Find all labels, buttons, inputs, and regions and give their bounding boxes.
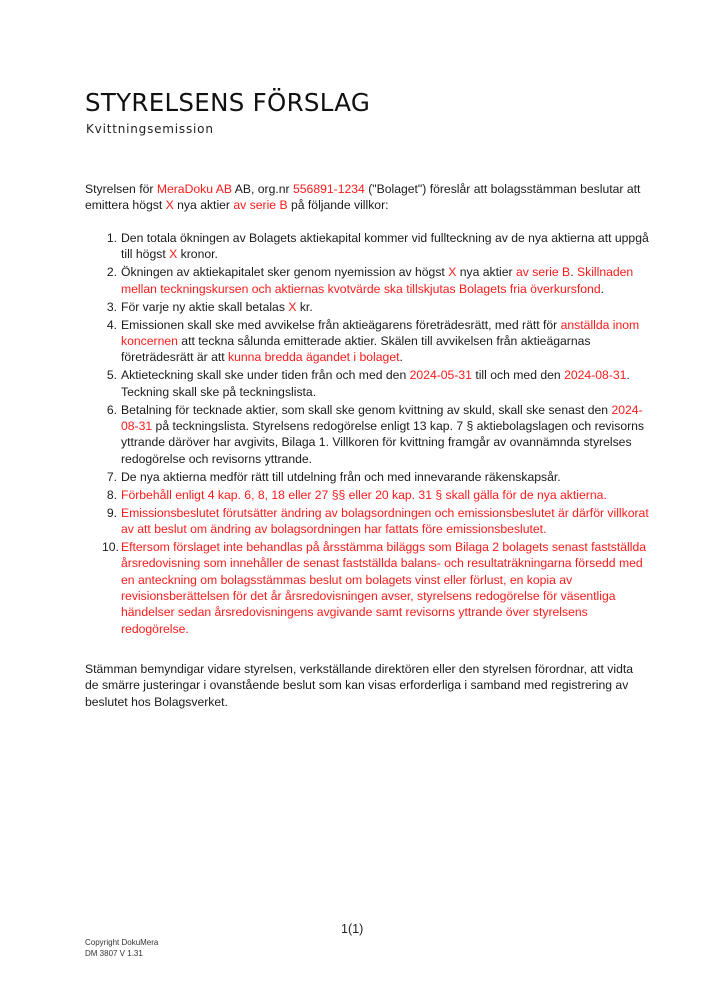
footer-doc-id: DM 3807 V 1.31 [85, 949, 143, 958]
highlighted-field: anställda inom koncernen [121, 317, 640, 348]
term-text [121, 403, 644, 466]
term-item [85, 487, 650, 503]
footer [85, 937, 158, 959]
text-run: . [600, 281, 604, 296]
text-run: . Teckning skall ske på teckningslista. [121, 368, 630, 399]
term-text [121, 540, 646, 636]
term-text [121, 470, 561, 484]
text-run: till och med den [471, 368, 565, 383]
term-number: 3. [106, 299, 117, 314]
term-item [85, 230, 650, 263]
closing-paragraph: Stämman bemyndigar vidare styrelsen, verkställande direktören eller den styrelsen förordnar, att vidta de smärre justeringar i ovanstående beslut som kan visas erforderliga i samband med registrering av beslutet hos Bolagsverket. [85, 662, 634, 709]
text-run: på teckningslista. Styrelsens redogörelse enligt 13 kap. 7 § aktiebolagslagen och revisorns yttrande däröver har avgivits, Bilaga 1. Villkoren för kvittning framgår av ovannämnda styrelses redogörelse och revisorns yttrande. [121, 418, 645, 466]
term-number: 8. [106, 487, 117, 502]
term-number: 5. [106, 368, 117, 383]
page-number: 1(1) [341, 922, 364, 936]
highlighted-field: 2024-05-31 [409, 368, 472, 383]
highlighted-field: X [165, 198, 174, 213]
term-text [121, 300, 313, 314]
text-run: . [570, 265, 577, 280]
term-text [121, 265, 633, 295]
term-item [85, 317, 650, 366]
term-item [85, 505, 650, 538]
text-run: För varje ny aktie skall betalas [121, 299, 289, 314]
text-run: De nya aktierna medför rätt till utdelning från och med innevarande räkenskapsår. [121, 469, 561, 484]
highlighted-field: Skillnaden mellan teckningskursen och aktiernas kvotvärde ska tillskjutas Bolagets fria överkursfond [121, 265, 634, 296]
term-text [121, 231, 649, 261]
text-run: på följande villkor: [287, 198, 389, 213]
document-subtitle: Kvittningsemission [86, 122, 214, 136]
highlighted-field: av serie B [515, 265, 571, 280]
term-item [85, 469, 650, 485]
text-run: Styrelsen för [85, 182, 157, 196]
term-text [121, 506, 649, 536]
term-number: 6. [106, 402, 117, 417]
text-run: . [399, 350, 403, 365]
term-number: 10. [102, 539, 119, 554]
text-run: Emissionen skall ske med avvikelse från aktieägarens företrädesrätt, med rätt för [121, 317, 561, 332]
term-number: 7. [106, 469, 117, 484]
term-item [85, 299, 650, 315]
text-run: Den totala ökningen av Bolagets aktiekapital kommer vid fullteckning av de nya aktierna att uppgå till högst [121, 231, 649, 262]
text-run: AB, org.nr [232, 182, 293, 196]
term-number: 4. [106, 317, 117, 332]
footer-copyright: Copyright DokuMera [85, 938, 159, 947]
text-run: Ökningen av aktiekapitalet sker genom nyemission av högst [121, 265, 449, 280]
highlighted-field: X [448, 265, 457, 280]
document-title: STYRELSENS FÖRSLAG [85, 88, 371, 117]
terms-list [85, 230, 650, 639]
term-text [121, 318, 639, 365]
text-run: att teckna sålunda emitterade aktier. Skälen till avvikelsen från aktieägarnas företrädesrätt är att [121, 333, 591, 365]
term-text [121, 488, 607, 502]
intro-paragraph [85, 181, 645, 214]
term-item [85, 539, 650, 637]
highlighted-field: X [169, 247, 178, 262]
highlighted-field: Förbehåll enligt 4 kap. 6, 8, 18 eller 27 §§ eller 20 kap. 31 § skall gälla för de nya aktierna. [121, 487, 607, 502]
term-text [121, 368, 630, 398]
highlighted-field: av serie B [233, 198, 288, 213]
term-number: 9. [106, 505, 117, 520]
text-run: Betalning för tecknade aktier, som skall ske genom kvittning av skuld, skall ske senast den [121, 402, 612, 417]
text-run: kr. [296, 299, 313, 314]
term-item [85, 402, 650, 468]
text-run: Aktieteckning skall ske under tiden från och med den [121, 368, 410, 383]
text-run: nya aktier [173, 198, 234, 213]
highlighted-field: 2024-08-31 [121, 402, 643, 433]
highlighted-field: Emissionsbeslutet förutsätter ändring av bolagsordningen och emissionsbeslutet är därför villkorat av att beslut om ändring av bolagsordningen har fattats före emissionsbeslutet. [121, 505, 649, 536]
highlighted-field: kunna bredda ägandet i bolaget [228, 350, 400, 365]
term-item [85, 264, 650, 297]
text-run: nya aktier [456, 265, 516, 280]
text-run: ("Bolaget") föreslår att bolagsstämman beslutar att emittera högst [85, 182, 641, 213]
highlighted-field: MeraDoku AB [156, 182, 233, 196]
highlighted-field: 2024-08-31 [564, 368, 627, 383]
term-number: 1. [106, 231, 117, 245]
highlighted-field: X [288, 299, 297, 314]
text-run: kronor. [177, 247, 218, 262]
highlighted-field: Eftersom förslaget inte behandlas på årsstämma biläggs som Bilaga 2 bolagets senast fastställda årsredovisning som innehåller de senast fastställda balans- och resultaträkningarna försedd med en anteckning om bolagsstämmas beslut om bolagets vinst eller förlust, en kopia av revisionsberättelsen för det år årsredovisningen avser, styrelsens redogörelse för väsentliga händelser sedan årsredovisningens avgivande samt revisorns yttrande över styrelsens redogörelse. [121, 539, 647, 636]
highlighted-field: 556891-1234 [292, 182, 365, 196]
term-item [85, 367, 650, 400]
term-number: 2. [106, 265, 117, 280]
